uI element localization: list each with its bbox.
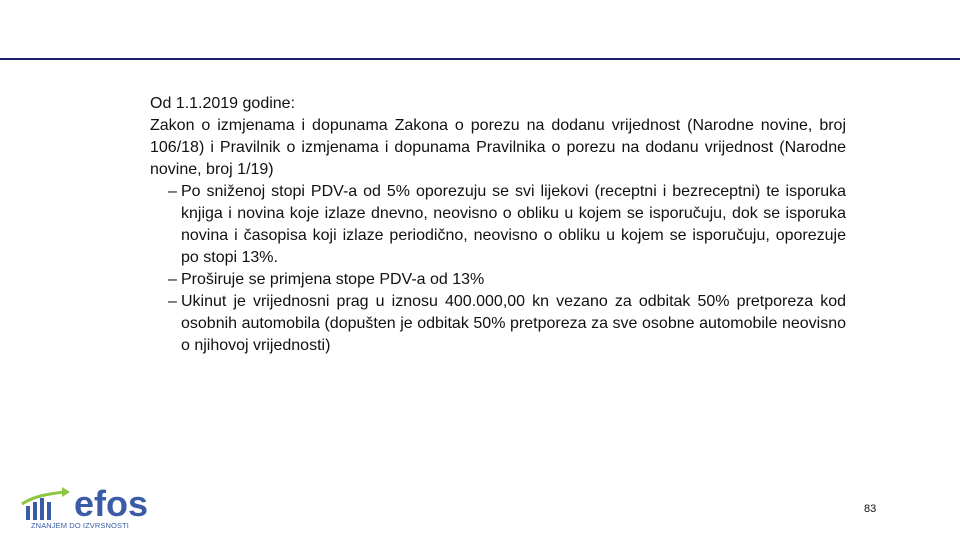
bullet-dash: –	[168, 271, 177, 288]
page-number: 83	[864, 503, 877, 515]
bullet-dash: –	[168, 183, 177, 200]
bullet-item	[150, 181, 846, 269]
logo-wordmark	[74, 484, 148, 524]
intro-line: Od 1.1.2019 godine:	[150, 95, 296, 112]
bullet-text: Po sniženoj stopi PDV-a od 5% oporezuju se svi lijekovi (receptni i bezreceptni) te isporuka knjiga i novina koje izlaze dnevno, neovisno o obliku u kojem se isporučuju, dok se isporuka novina i časopisa koji izlaze periodično, neovisno o obliku u kojem se isporučuju, oporezuje po stopi 13%.	[181, 183, 846, 266]
efos-logo	[18, 483, 149, 532]
logo-name: efos	[74, 483, 149, 524]
bullet-text: Proširuje se primjena stope PDV-a od 13%	[181, 271, 485, 288]
bullet-item	[150, 291, 846, 357]
law-reference: Zakon o izmjenama i dopunama Zakona o porezu na dodanu vrijednost (Narodne novine, broj 106/18) i Pravilnik o izmjenama i dopunama Pravilnika o porezu na dodanu vrijednost (Narodne novine, broj 1/19)	[150, 117, 846, 178]
bullet-item	[150, 269, 846, 291]
header-bar	[0, 0, 960, 60]
bullet-text: Ukinut je vrijednosni prag u iznosu 400.000,00 kn vezano za odbitak 50% pretporeza kod osobnih automobila (dopušten je odbitak 50% pretporeza za sve osobne automobile neovisno o njihovoj vrijednosti)	[181, 293, 846, 354]
bar-chart-arrow-icon	[18, 486, 72, 522]
bullet-dash: –	[168, 293, 177, 310]
logo-tagline: ZNANJEM DO IZVRSNOSTI	[31, 521, 129, 530]
slide-content	[150, 93, 846, 357]
bullet-list	[150, 181, 846, 357]
